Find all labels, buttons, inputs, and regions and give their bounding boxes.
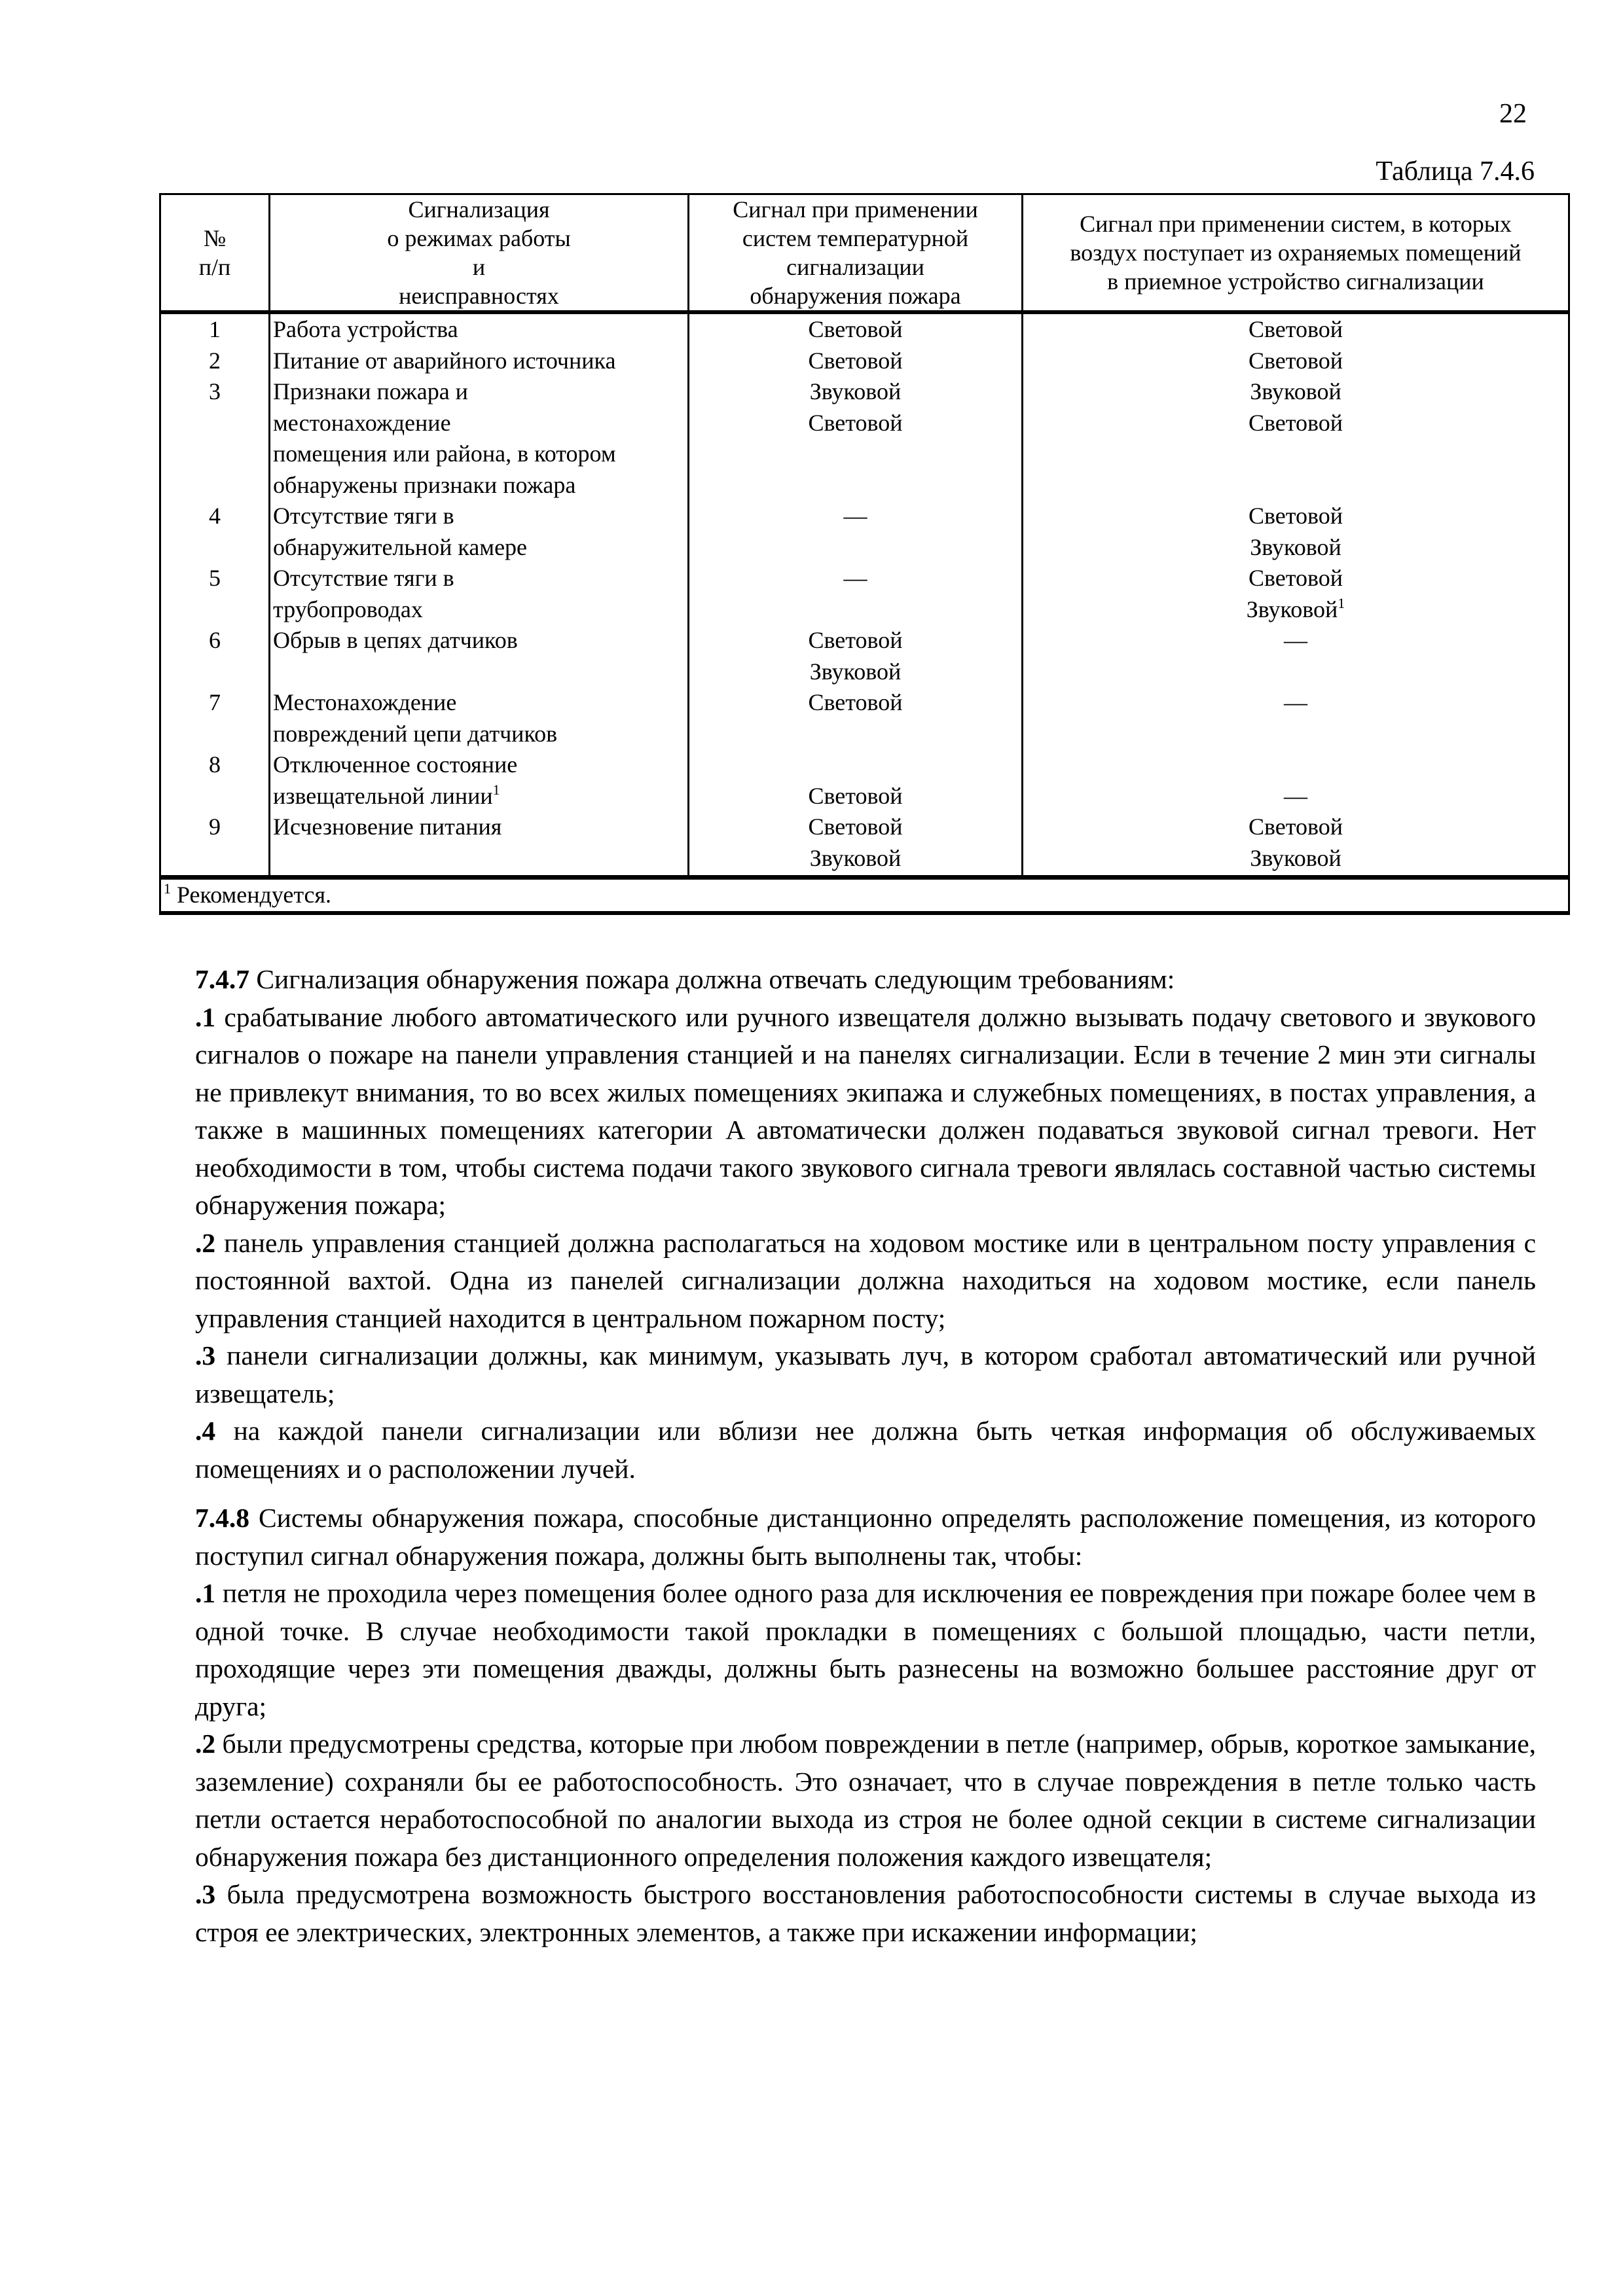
mode-description [270,749,689,812]
header-line: систем температурной [742,225,969,251]
signal-line: Световой [808,627,903,653]
desc-line: Отсутствие тяги в [273,565,454,591]
signal-line: — [843,503,867,529]
section [195,1499,1536,1951]
desc-line: Признаки пожара и [273,378,468,404]
signal-line: Звуковой [809,378,902,404]
mode-description [270,346,689,377]
item-text: панель управления станцией должна располагаться на ходовом мостике или в центральном посту управления с постоянной вахтой. Одна из панелей сигнализации должна находиться на ходовом мостике, если панель управления станцией находится в центральном пожарном посту; [195,1227,1536,1333]
thermal-signal [689,346,1023,377]
table-row [160,563,1569,625]
mode-description [270,312,689,346]
section-intro [195,1499,1536,1575]
section-intro [195,961,1536,999]
column-header [1023,194,1569,313]
signal-line: Звуковой [1250,378,1341,404]
body-text [195,961,1536,1963]
header-line: в приемное устройство сигнализации [1107,268,1484,295]
table-row [160,625,1569,687]
mode-description [270,376,689,501]
item-marker: .1 [195,1001,216,1032]
header-line: Сигнализация [408,196,550,223]
signal-line: Световой [1248,565,1343,591]
desc-line: Питание от аварийного источника [273,347,616,374]
signal-line: Световой [1248,814,1343,840]
signal-line: Световой [808,409,903,436]
header-line: и [472,254,486,280]
header-line: сигнализации [786,254,924,280]
item-marker: .2 [195,1729,216,1759]
desc-line: помещения или района, в котором [273,440,616,467]
table-row [160,501,1569,563]
item-marker: .4 [195,1416,216,1446]
signal-line: — [1284,782,1307,809]
desc-line: обнаружительной камере [273,533,528,560]
row-number: 7 [160,687,270,749]
signal-line: Звуковой [1250,844,1341,871]
footnote-mark: 1 [164,880,171,897]
header-line: неисправностях [399,283,559,309]
signal-line: Световой [808,316,903,342]
row-number: 3 [160,376,270,501]
item-marker: .2 [195,1227,216,1258]
desc-line: извещательной линии [273,782,493,809]
desc-line: Работа устройства [273,316,458,342]
air-sampling-signal [1023,563,1569,625]
desc-line: Исчезновение питания [273,814,502,840]
column-header [160,194,270,313]
footnote-ref: 1 [492,781,500,798]
table-row [160,687,1569,749]
header-line: Сигнал при применении систем, в которых [1080,211,1512,237]
header-line: о режимах работы [387,225,571,251]
thermal-signal [689,812,1023,878]
desc-line: Обрыв в цепях датчиков [273,627,518,653]
list-item [195,1725,1536,1876]
section-intro-text: Системы обнаружения пожара, способные дистанционно определять расположение помещения, из которого поступил сигнал обнаружения пожара, должны быть выполнены так, чтобы: [195,1503,1536,1571]
table-row [160,749,1569,812]
footnote-text: Рекомендуется. [171,882,332,908]
item-text: срабатывание любого автоматического или ручного извещателя должно вызывать подачу светового и звукового сигналов о пожаре на панели управления станцией и на панелях сигнализации. Если в течение 2 мин эти сигналы не привлекут внимания, то во всех жилых помещениях экипажа и служебных помещениях, в постах управления, а также в машинных помещениях категории A автоматически должен подаваться звуковой сигнал тревоги. Нет необходимости в том, чтобы система подачи такого звукового сигнала тревоги являлась составной частью системы обнаружения пожара; [195,1001,1536,1220]
header-line: № [203,225,227,251]
header-line: Сигнал при применении [733,196,978,223]
signal-line: — [843,565,867,591]
list-item [195,1337,1536,1412]
row-number: 4 [160,501,270,563]
signal-line: Световой [808,347,903,374]
row-number: 6 [160,625,270,687]
desc-line: Местонахождение [273,689,457,715]
thermal-signal [689,687,1023,749]
row-number: 2 [160,346,270,377]
list-item [195,999,1536,1225]
desc-line: обнаружены признаки пожара [273,471,576,498]
signal-line: — [1284,689,1307,715]
signal-table [159,193,1570,915]
signal-line: Световой [1248,503,1343,529]
row-number: 9 [160,812,270,878]
desc-line: трубопроводах [273,596,423,622]
air-sampling-signal [1023,312,1569,346]
section-intro-text: Сигнализация обнаружения пожара должна отвечать следующим требованиям: [249,964,1175,994]
footnote-ref: 1 [1338,594,1345,611]
table-row [160,812,1569,878]
row-number: 8 [160,749,270,812]
list-item [195,1876,1536,1951]
desc-line: повреждений цепи датчиков [273,720,558,747]
air-sampling-signal [1023,812,1569,878]
item-text: были предусмотрены средства, которые при любом повреждении в петле (например, обрыв, короткое замыкание, заземление) сохраняли бы ее работоспособность. Это означает, что в случае повреждения в петле только часть петли остается неработоспособной по аналогии выхода из строя не более одной секции в системе сигнализации обнаружения пожара без дистанционного определения положения каждого извещателя; [195,1729,1536,1872]
row-number: 1 [160,312,270,346]
air-sampling-signal [1023,749,1569,812]
signal-line: Звуковой [809,844,902,871]
thermal-signal [689,312,1023,346]
signal-line: Световой [1248,316,1343,342]
thermal-signal [689,563,1023,625]
header-line: обнаружения пожара [750,283,961,309]
table-header-row [160,194,1569,313]
section-number: 7.4.7 [195,964,249,994]
air-sampling-signal [1023,687,1569,749]
table-footnote [160,878,1569,913]
desc-line: местонахождение [273,409,451,436]
mode-description [270,625,689,687]
signal-line: Световой [1248,409,1343,436]
item-marker: .3 [195,1879,216,1909]
signal-line: Звуковой [1246,596,1338,622]
item-text: панели сигнализации должны, как минимум, указывать луч, в котором сработал автоматический или ручной извещатель; [195,1340,1536,1408]
thermal-signal [689,625,1023,687]
air-sampling-signal [1023,346,1569,377]
section [195,961,1536,1488]
list-item [195,1575,1536,1725]
row-number: 5 [160,563,270,625]
section-number: 7.4.8 [195,1503,249,1533]
signal-line: Звуковой [1250,533,1341,560]
signal-line: Световой [808,782,903,809]
signal-line: Световой [808,689,903,715]
desc-line: Отключенное состояние [273,751,518,778]
header-line: воздух поступает из охраняемых помещений [1070,240,1522,266]
item-marker: .1 [195,1578,216,1608]
air-sampling-signal [1023,625,1569,687]
mode-description [270,687,689,749]
column-header [270,194,689,313]
table-caption: Таблица 7.4.6 [1376,156,1535,187]
table-row [160,346,1569,377]
thermal-signal [689,501,1023,563]
column-header [689,194,1023,313]
table-row [160,312,1569,346]
item-text: была предусмотрена возможность быстрого восстановления работоспособности системы в случае выхода из строя ее электрических, электронных элементов, а также при искажении информации; [195,1879,1536,1947]
thermal-signal [689,749,1023,812]
signal-line: Световой [1248,347,1343,374]
desc-line: Отсутствие тяги в [273,503,454,529]
item-marker: .3 [195,1340,216,1371]
signal-line: Световой [808,814,903,840]
signal-line: Звуковой [809,658,902,685]
signal-line: — [1284,627,1307,653]
list-item [195,1225,1536,1338]
air-sampling-signal [1023,376,1569,501]
air-sampling-signal [1023,501,1569,563]
item-text: петля не проходила через помещения более одного раза для исключения ее повреждения при пожаре более чем в одной точке. В случае необходимости такой прокладки в помещениях с большой площадью, части петли, проходящие через эти помещения дважды, должны быть разнесены на возможно большее расстояние друг от друга; [195,1578,1536,1721]
mode-description [270,501,689,563]
item-text: на каждой панели сигнализации или вблизи нее должна быть четкая информация об обслуживаемых помещениях и о расположении лучей. [195,1416,1536,1484]
page-number: 22 [1499,99,1527,129]
table-row [160,376,1569,501]
header-line: п/п [198,254,231,280]
mode-description [270,812,689,878]
table-footnote-row [160,878,1569,913]
mode-description [270,563,689,625]
list-item [195,1412,1536,1488]
thermal-signal [689,376,1023,501]
